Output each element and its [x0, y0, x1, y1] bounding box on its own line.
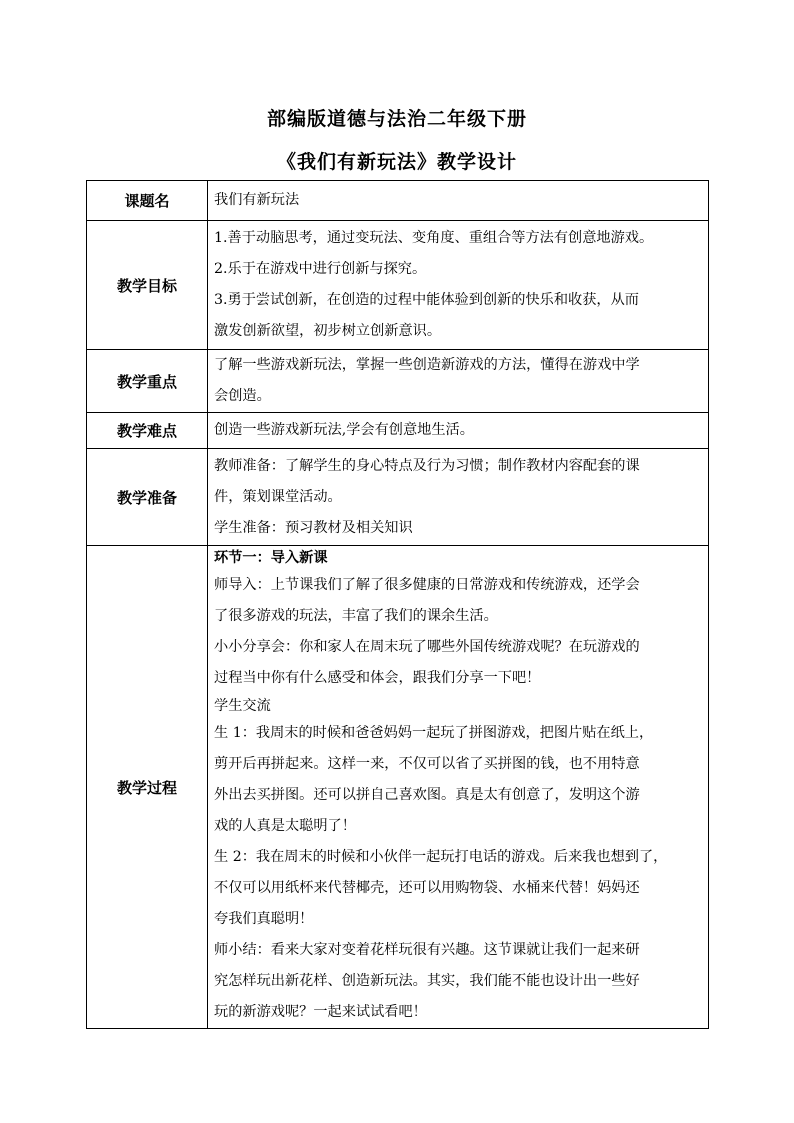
- row-process: [87, 546, 709, 1029]
- text-line: 我们有新玩法: [214, 192, 300, 208]
- row-topic: [87, 181, 709, 221]
- row-goals: [87, 221, 709, 350]
- row-focus: [87, 350, 709, 413]
- content-difficulty: [208, 413, 709, 449]
- text-line: 小小分享会：你和家人在周末玩了哪些外国传统游戏呢？在玩游戏的: [214, 639, 640, 655]
- content-goals: [208, 221, 709, 350]
- text-line: 外出去买拼图。还可以拼自己喜欢图。真是太有创意了，发明这个游: [214, 787, 640, 803]
- text-line: 学生准备：预习教材及相关知识: [214, 519, 413, 536]
- text-line: 创造一些游戏新玩法,学会有创意地生活。: [214, 422, 474, 438]
- label-prep: 教学准备: [87, 449, 208, 546]
- text-line: 1.善于动脑思考，通过变玩法、变角度、重组合等方法有创意地游戏。: [214, 230, 654, 246]
- text-line: 会创造。: [214, 388, 271, 404]
- text-line: 玩的新游戏呢？一起来试试看吧！: [214, 1004, 427, 1020]
- text-line: 生 2：我在周末的时候和小伙伴一起玩打电话的游戏。后来我也想到了，: [214, 849, 668, 865]
- text-line: 夸我们真聪明！: [214, 911, 314, 927]
- text-line: 激发创新欲望，初步树立创新意识。: [214, 323, 442, 339]
- text-line: 件，策划课堂活动。: [214, 488, 342, 505]
- text-line: 了很多游戏的玩法，丰富了我们的课余生活。: [214, 608, 498, 624]
- text-line: 不仅可以用纸杯来代替椰壳，还可以用购物袋、水桶来代替！妈妈还: [214, 880, 640, 896]
- content-prep: [208, 449, 709, 546]
- text-line: 2.乐于在游戏中进行创新与探究。: [214, 261, 427, 277]
- text-line: 学生交流: [214, 698, 271, 714]
- text-line: 师导入：上节课我们了解了很多健康的日常游戏和传统游戏，还学会: [214, 577, 640, 593]
- section-heading: 环节一：导入新课: [214, 550, 328, 566]
- text-line: 师小结：看来大家对变着花样玩很有兴趣。这节课就让我们一起来研: [214, 942, 640, 958]
- text-line: 3.勇于尝试创新，在创造的过程中能体验到创新的快乐和收获，从而: [214, 292, 639, 308]
- content-process: [208, 546, 709, 1029]
- label-process: 教学过程: [87, 546, 208, 1029]
- doc-title: 部编版道德与法治二年级下册: [266, 108, 527, 130]
- lesson-plan-table: [86, 180, 709, 1029]
- content-focus: [208, 350, 709, 413]
- text-line: 戏的人真是太聪明了！: [214, 818, 356, 834]
- text-line: 过程当中你有什么感受和体会，跟我们分享一下吧！: [214, 670, 541, 686]
- text-line: 教师准备：了解学生的身心特点及行为习惯；制作教材内容配套的课: [214, 457, 640, 474]
- content-topic: [208, 181, 709, 221]
- text-line: 究怎样玩出新花样、创造新玩法。其实，我们能不能也设计出一些好: [214, 973, 640, 989]
- label-topic: 课题名: [87, 181, 208, 221]
- text-line: 生 1：我周末的时候和爸爸妈妈一起玩了拼图游戏，把图片贴在纸上，: [214, 725, 654, 741]
- label-focus: 教学重点: [87, 350, 208, 413]
- doc-subtitle: 《我们有新玩法》教学设计: [276, 151, 517, 173]
- text-line: 了解一些游戏新玩法，掌握一些创造新游戏的方法，懂得在游戏中学: [214, 357, 640, 373]
- row-prep: [87, 449, 709, 546]
- row-difficulty: [87, 413, 709, 449]
- label-difficulty: 教学难点: [87, 413, 208, 449]
- label-goals: 教学目标: [87, 221, 208, 350]
- text-line: 剪开后再拼起来。这样一来，不仅可以省了买拼图的钱，也不用特意: [214, 756, 640, 772]
